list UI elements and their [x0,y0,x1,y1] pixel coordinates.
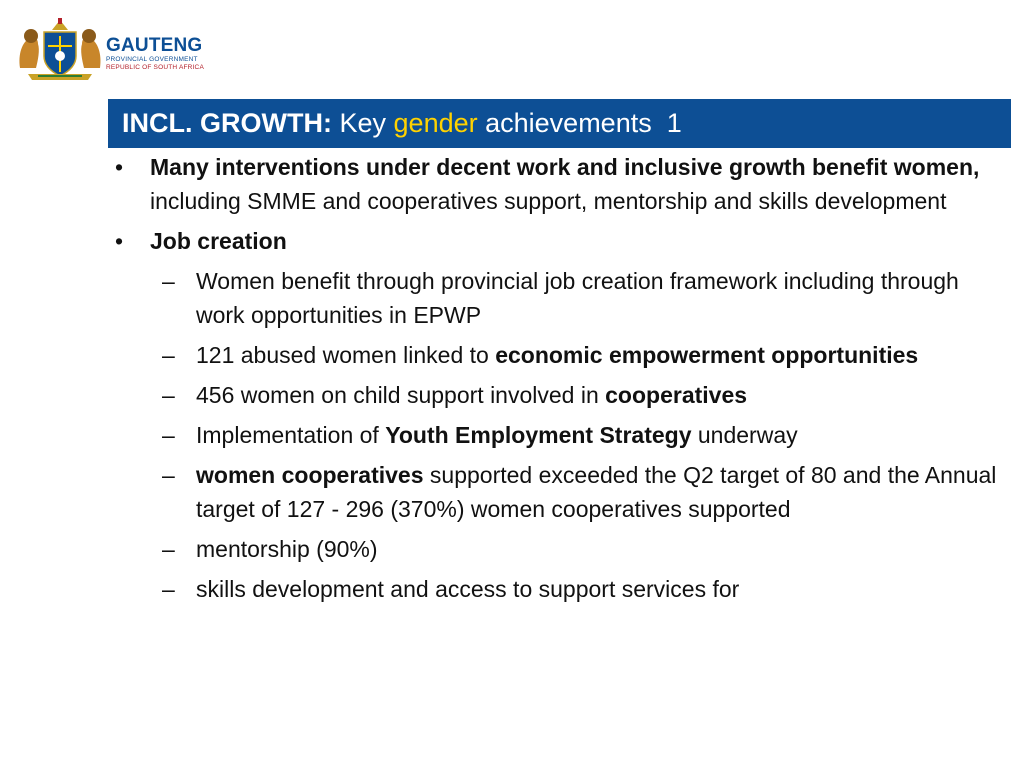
title-bold: INCL. GROWTH: [122,108,332,138]
title-highlight: gender [393,108,478,138]
logo-brand: GAUTENG [106,35,203,56]
logo-line-2: REPUBLIC OF SOUTH AFRICA [106,64,204,71]
subbullet-youth-strategy-post: underway [691,422,798,448]
bullet-job-creation-bold: Job creation [150,228,287,254]
slide-title-bar [108,99,1011,148]
bullet-interventions-text: including SMME and cooperatives support, mentorship and skills development [150,188,947,214]
title-post: achievements 1 [485,108,682,138]
bullet-job-creation [112,224,1002,258]
subbullet-youth-strategy-pre: Implementation of [196,422,386,448]
subbullet-child-support-bold: cooperatives [605,382,748,408]
subbullet-epwp [112,264,1002,332]
subbullet-youth-strategy [112,418,1002,452]
bullet-interventions-bold: Many interventions under decent work and inclusive growth benefit women, [150,154,980,180]
slide-content [112,150,1002,612]
subbullet-mentorship-text: mentorship (90%) [196,536,378,562]
logo-text [106,36,206,72]
subbullet-mentorship [112,532,1002,566]
subbullet-child-support [112,378,1002,412]
subbullet-skills [112,572,1002,606]
subbullet-women-cooperatives-bold: women cooperatives [196,462,424,488]
subbullet-abused-women-bold: economic empowerment opportunities [495,342,919,368]
gauteng-logo [14,16,204,82]
subbullet-abused-women [112,338,1002,372]
subbullet-child-support-pre: 456 women on child support involved in [196,382,606,408]
subbullet-women-cooperatives [112,458,1002,526]
subbullet-abused-women-pre: 121 abused women linked to [196,342,496,368]
bullet-interventions [112,150,1002,218]
subbullet-youth-strategy-bold: Youth Employment Strategy [385,422,692,448]
subbullet-epwp-text: Women benefit through provincial job creation framework including through work opportunities in EPWP [196,268,959,328]
logo-line-1: PROVINCIAL GOVERNMENT [106,56,198,63]
subbullet-women-cooperatives-post: supported exceeded the Q2 target of 80 and the Annual target of 127 - 296 (370%) women cooperatives supported [196,462,997,522]
title-pre: Key [339,108,387,138]
coat-of-arms-icon [14,16,106,82]
subbullet-skills-text: skills development and access to support services for [196,576,740,602]
